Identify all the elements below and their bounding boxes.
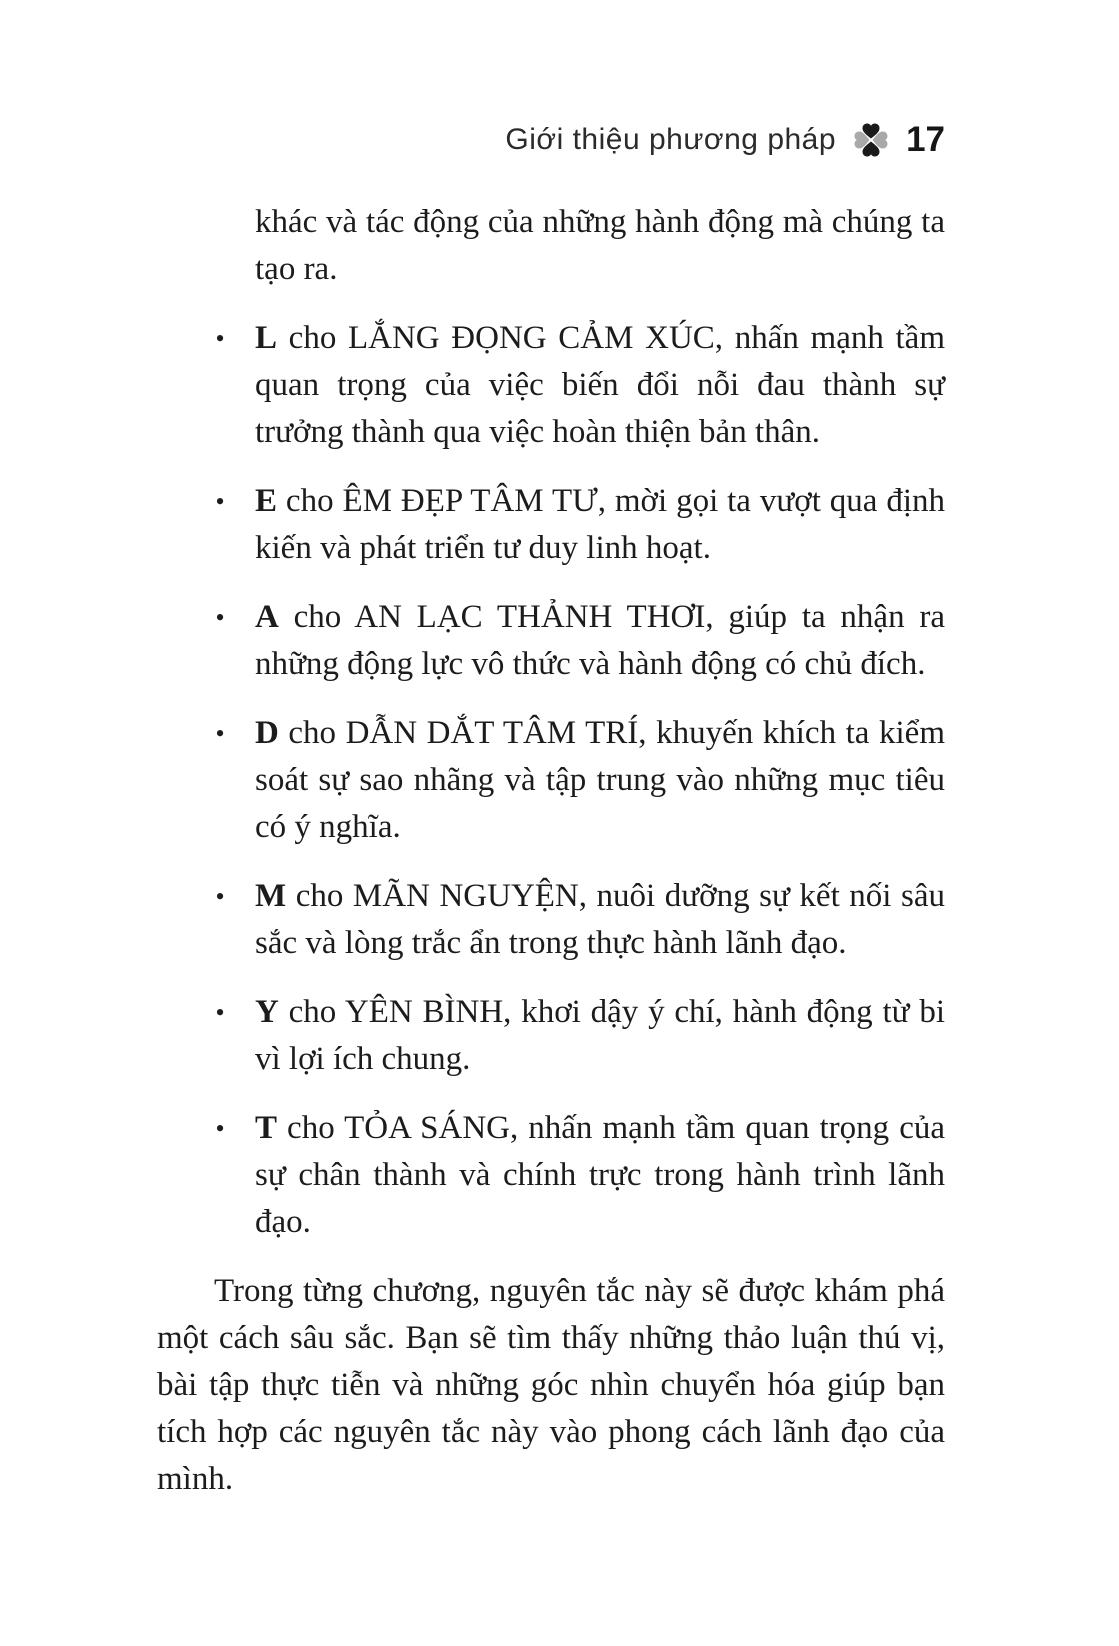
list-item-e [157, 478, 945, 572]
acronym-letter: T [255, 1110, 278, 1146]
list-item-t [157, 1105, 945, 1246]
item-text: cho LẮNG ĐỌNG CẢM XÚC, nhấn mạnh tầm quan trọng của việc biến đổi nỗi đau thành sự trưởng thành qua việc hoàn thiện bản thân. [255, 320, 945, 450]
acronym-list [157, 315, 945, 1246]
item-text: cho MÃN NGUYỆN, nuôi dưỡng sự kết nối sâu sắc và lòng trắc ẩn trong thực hành lãnh đạo. [255, 878, 945, 961]
acronym-letter: M [255, 878, 287, 914]
list-item-l [157, 315, 945, 456]
acronym-letter: E [255, 483, 278, 519]
item-text: cho TỎA SÁNG, nhấn mạnh tầm quan trọng của sự chân thành và chính trực trong hành trình lãnh đạo. [255, 1110, 945, 1240]
list-item-m [157, 873, 945, 967]
item-text: cho DẪN DẮT TÂM TRÍ, khuyến khích ta kiểm soát sự sao nhãng và tập trung vào những mục tiêu có ý nghĩa. [255, 715, 945, 845]
running-header [505, 120, 945, 160]
bullet-icon: • [215, 719, 225, 748]
list-item-d [157, 710, 945, 851]
acronym-letter: D [255, 715, 279, 751]
clover-hearts-icon [851, 120, 891, 160]
chapter-title: Giới thiệu phương pháp [505, 123, 837, 156]
bullet-icon: • [215, 603, 225, 632]
acronym-letter: L [255, 320, 278, 356]
list-item-a [157, 594, 945, 688]
closing-paragraph: Trong từng chương, nguyên tắc này sẽ được khám phá một cách sâu sắc. Bạn sẽ tìm thấy những thảo luận thú vị, bài tập thực tiễn và những góc nhìn chuyển hóa giúp bạn tích hợp các nguyên tắc này vào phong cách lãnh đạo của mình. [157, 1273, 945, 1497]
bullet-icon: • [215, 487, 225, 516]
continuation-paragraph: khác và tác động của những hành động mà chúng ta tạo ra. [255, 204, 945, 287]
acronym-letter: A [255, 599, 279, 635]
list-item-y [157, 989, 945, 1083]
bullet-icon: • [215, 998, 225, 1027]
bullet-icon: • [215, 882, 225, 911]
item-text: cho AN LẠC THẢNH THƠI, giúp ta nhận ra những động lực vô thức và hành động có chủ đích. [255, 599, 945, 682]
acronym-letter: Y [255, 994, 279, 1030]
item-text: cho ÊM ĐẸP TÂM TƯ, mời gọi ta vượt qua định kiến và phát triển tư duy linh hoạt. [255, 483, 945, 566]
bullet-icon: • [215, 1114, 225, 1143]
page-body [157, 199, 945, 1503]
bullet-icon: • [215, 324, 225, 353]
page-number: 17 [906, 120, 945, 159]
item-text: cho YÊN BÌNH, khơi dậy ý chí, hành động từ bi vì lợi ích chung. [255, 994, 945, 1077]
